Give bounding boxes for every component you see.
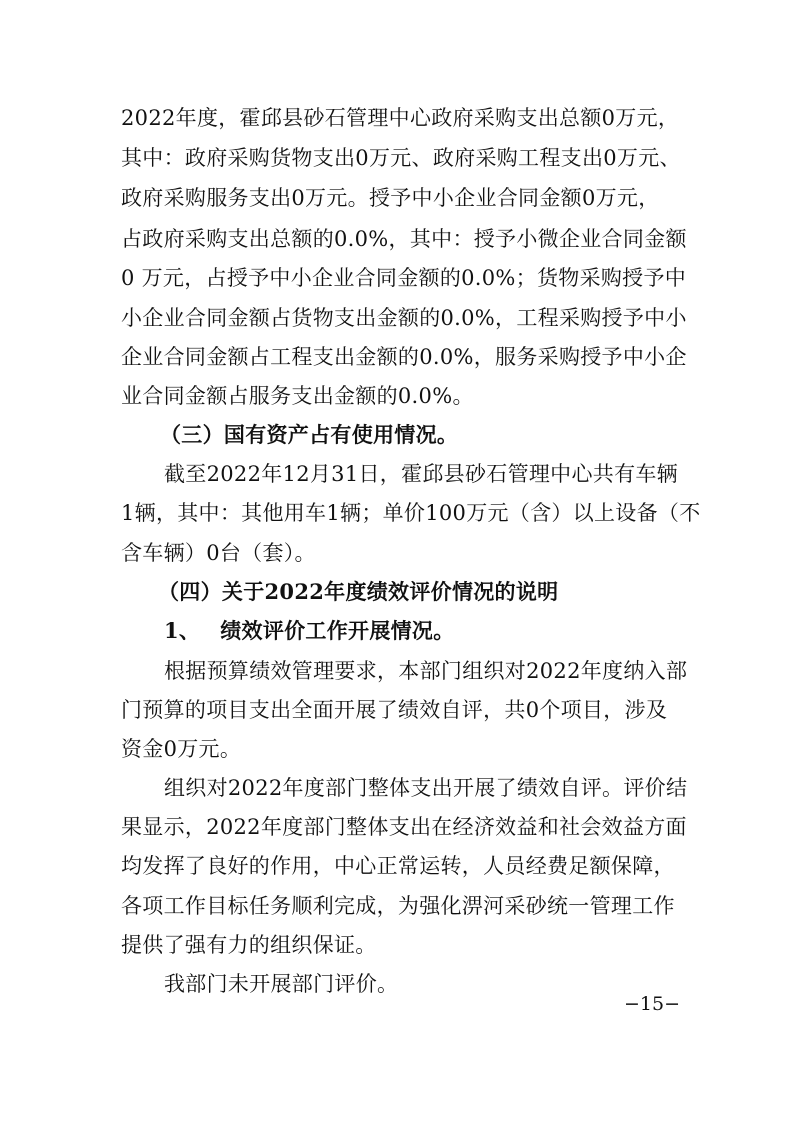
eval-overall-line-1: 组织对2022年度部门整体支出开展了绩效自评。评价结 [164,776,688,800]
eval-projects-line-3: 资金0万元。 [121,737,242,761]
eval-overall-line-3: 均发挥了良好的作用，中心正常运转，人员经费足额保障， [121,854,675,878]
procurement-line-3: 政府采购服务支出0万元。授予中小企业合同金额0万元， [121,186,660,210]
assets-line-3: 含车辆）0台（套）。 [121,541,316,565]
procurement-line-5: 0 万元，占授予中小企业合同金额的0.0%；货物采购授予中 [121,266,687,290]
subheading-number: 1、 [164,618,201,643]
subheading-eval-work [0,617,793,645]
eval-overall-line-4: 各项工作目标任务顺利完成，为强化淠河采砂统一管理工作 [121,894,675,918]
eval-projects-line-2: 门预算的项目支出全面开展了绩效自评，共0个项目，涉及 [121,698,668,722]
procurement-line-7: 企业合同金额占工程支出金额的0.0%，服务采购授予中小企 [121,345,687,369]
procurement-line-8: 业合同金额占服务支出金额的0.0%。 [121,384,474,408]
procurement-line-4: 占政府采购支出总额的0.0%，其中：授予小微企业合同金额 [121,227,687,251]
subheading-text: 绩效评价工作开展情况。 [220,618,455,643]
page-number: −15− [624,993,681,1015]
procurement-line-6: 小企业合同金额占货物支出金额的0.0%，工程采购授予中小 [121,306,687,330]
eval-projects-line-1: 根据预算绩效管理要求，本部门组织对2022年度纳入部 [164,659,688,683]
dept-eval-line: 我部门未开展部门评价。 [164,972,399,996]
heading-assets: （三）国有资产占有使用情况。 [160,422,459,447]
assets-line-2: 1辆，其中：其他用车1辆；单价100万元（含）以上设备（不 [121,501,701,525]
procurement-line-2: 其中：政府采购货物支出0万元、政府采购工程支出0万元、 [121,146,681,170]
eval-overall-line-2: 果显示，2022年度部门整体支出在经济效益和社会效益方面 [121,815,687,839]
procurement-line-1: 2022年度，霍邱县砂石管理中心政府采购支出总额0万元， [121,106,680,130]
heading-performance: （四）关于2022年度绩效评价情况的说明 [158,579,559,604]
eval-overall-line-5: 提供了强有力的组织保证。 [121,933,377,957]
assets-line-1: 截至2022年12月31日，霍邱县砂石管理中心共有车辆 [164,462,678,486]
